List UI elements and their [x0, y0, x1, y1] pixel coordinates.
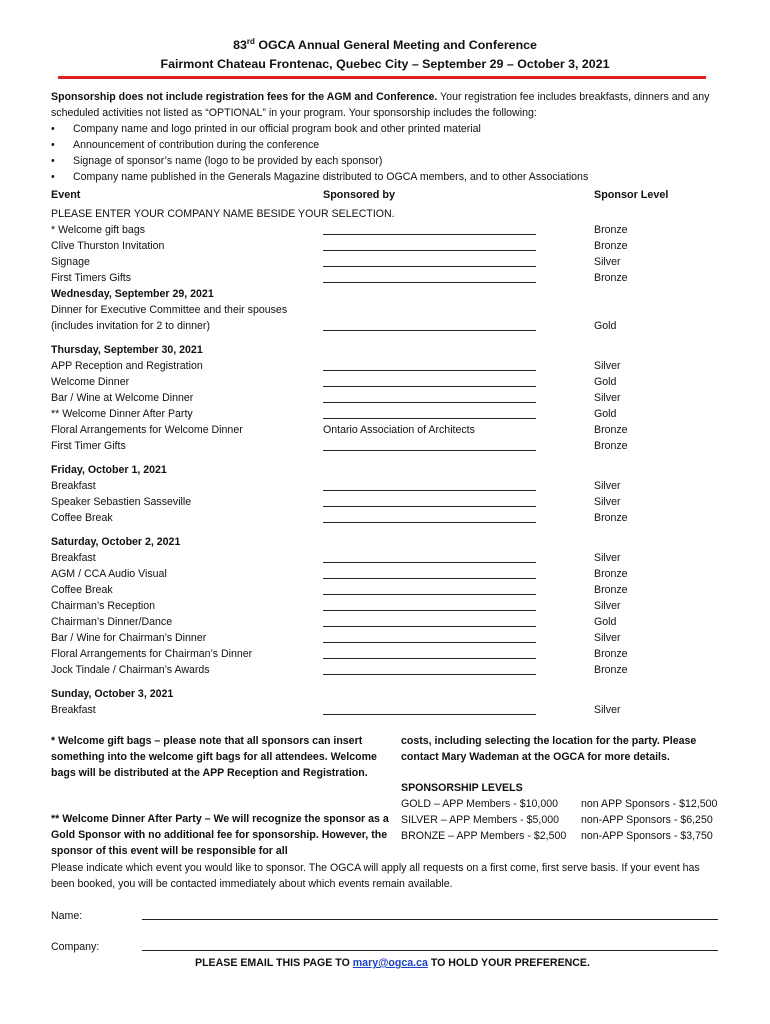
sponsor-blank-field[interactable] — [323, 418, 536, 419]
document-title: 83rd OGCA Annual General Meeting and Conference — [233, 37, 537, 53]
sponsor-level: Silver — [594, 256, 621, 268]
event-name: Dinner for Executive Committee and their spouses — [51, 304, 288, 316]
event-name: Coffee Break — [51, 584, 113, 596]
event-name: * Welcome gift bags — [51, 224, 146, 236]
event-name: Chairman’s Reception — [51, 600, 156, 612]
event-name: (includes invitation for 2 to dinner) — [51, 320, 210, 332]
sponsor-blank-field[interactable] — [323, 658, 536, 659]
sponsor-blank-field[interactable] — [323, 250, 536, 251]
sponsor-blank-field[interactable] — [323, 626, 536, 627]
table-row — [51, 494, 751, 510]
event-name: Chairman’s Dinner/Dance — [51, 616, 173, 628]
event-name: First Timer Gifts — [51, 440, 126, 452]
sponsor-blank-field[interactable] — [323, 714, 536, 715]
sponsor-blank-field[interactable] — [323, 370, 536, 371]
gift-bags-note: * Welcome gift bags – please note that all sponsors can insert something into the welcome gift bags for all attendees. Welcome bags will be distributed at the APP Reception and Registration. — [51, 735, 377, 779]
event-name: Clive Thurston Invitation — [51, 240, 165, 252]
sponsor-level: Silver — [594, 480, 621, 492]
day-heading — [51, 286, 751, 302]
day-heading — [51, 534, 751, 550]
sponsor-blank-field[interactable] — [323, 562, 536, 563]
bullet-icon: • — [51, 139, 55, 151]
day-label: Wednesday, September 29, 2021 — [51, 288, 214, 300]
sponsor-level: Bronze — [594, 240, 628, 252]
event-name: Signage — [51, 256, 90, 268]
sponsor-blank-field[interactable] — [323, 490, 536, 491]
sponsor-level: Silver — [594, 496, 621, 508]
table-row — [51, 646, 751, 662]
after-party-note: ** Welcome Dinner After Party – We will recognize the sponsor as a Gold Sponsor with no additional fee for sponsorship. However, the sponsor of this event will be responsible for all — [51, 813, 389, 857]
day-label: Friday, October 1, 2021 — [51, 464, 167, 476]
bullet-icon: • — [51, 123, 55, 135]
sponsor-level: Bronze — [594, 272, 628, 284]
table-row — [51, 614, 751, 630]
table-row — [51, 550, 751, 566]
bullet-icon: • — [51, 155, 55, 167]
sponsor-level: Bronze — [594, 440, 628, 452]
sponsor-level: Silver — [594, 632, 621, 644]
company-label: Company: — [51, 941, 100, 953]
column-header-level: Sponsor Level — [594, 189, 669, 201]
day-label: Thursday, September 30, 2021 — [51, 344, 203, 356]
sponsor-level: Bronze — [594, 512, 628, 524]
bullet-item: • Signage of sponsor’s name (logo to be provided by each sponsor) — [51, 155, 383, 167]
sponsor-level: Gold — [594, 408, 617, 420]
sponsor-level: Bronze — [594, 664, 628, 676]
table-instruction: PLEASE ENTER YOUR COMPANY NAME BESIDE YOUR SELECTION. — [51, 208, 395, 220]
event-name: Coffee Break — [51, 512, 113, 524]
table-row — [51, 438, 751, 454]
sponsor-blank-field[interactable] — [323, 506, 536, 507]
table-row — [51, 374, 751, 390]
sponsor-level: Gold — [594, 320, 617, 332]
name-field[interactable] — [142, 919, 718, 920]
sponsor-level: Bronze — [594, 568, 628, 580]
bullet-item: • Company name and logo printed in our official program book and other printed material — [51, 123, 481, 135]
after-party-note-continued: costs, including selecting the location for the party. Please contact Mary Wademan at the OGCA for more details. — [401, 735, 697, 763]
document-subtitle: Fairmont Chateau Frontenac, Quebec City – September 29 – October 3, 2021 — [160, 57, 610, 71]
table-row — [51, 510, 751, 526]
event-name: Breakfast — [51, 480, 96, 492]
request-paragraph: Please indicate which event you would like to sponsor. The OGCA will apply all requests on a first come, first serve basis. If your event has been booked, you will be contacted immediately about which events remain available. — [51, 862, 700, 890]
table-row — [51, 222, 751, 238]
sponsor-level: Silver — [594, 600, 621, 612]
table-row — [51, 702, 751, 718]
table-row — [51, 390, 751, 406]
table-row — [51, 270, 751, 286]
column-header-event: Event — [51, 189, 81, 201]
red-divider — [58, 76, 706, 79]
sponsor-blank-field[interactable] — [323, 522, 536, 523]
table-row — [51, 422, 751, 438]
bullet-item: • Company name published in the Generals Magazine distributed to OGCA members, and to other Associations — [51, 171, 589, 183]
email-link[interactable]: mary@ogca.ca — [352, 957, 428, 969]
day-heading — [51, 686, 751, 702]
sponsor-level: Silver — [594, 392, 621, 404]
event-name: APP Reception and Registration — [51, 360, 203, 372]
level-silver-app: SILVER – APP Members - $5,000 — [401, 814, 560, 826]
event-name: Floral Arrangements for Chairman’s Dinner — [51, 648, 253, 660]
table-row — [51, 582, 751, 598]
event-name: ** Welcome Dinner After Party — [51, 408, 193, 420]
level-bronze-non-app: non-APP Sponsors - $3,750 — [581, 830, 713, 842]
table-row — [51, 238, 751, 254]
sponsor-level: Bronze — [594, 584, 628, 596]
event-name: Speaker Sebastien Sasseville — [51, 496, 192, 508]
event-name: First Timers Gifts — [51, 272, 132, 284]
table-row — [51, 598, 751, 614]
sponsor-blank-field[interactable] — [323, 330, 536, 331]
event-name: Floral Arrangements for Welcome Dinner — [51, 424, 243, 436]
sponsor-level: Silver — [594, 360, 621, 372]
sponsor-blank-field[interactable] — [323, 642, 536, 643]
event-name: Bar / Wine at Welcome Dinner — [51, 392, 194, 404]
day-label: Sunday, October 3, 2021 — [51, 688, 174, 700]
event-name: AGM / CCA Audio Visual — [51, 568, 167, 580]
day-label: Saturday, October 2, 2021 — [51, 536, 181, 548]
event-name: Bar / Wine for Chairman’s Dinner — [51, 632, 207, 644]
sponsor-level: Bronze — [594, 424, 628, 436]
table-row — [51, 318, 751, 334]
table-row — [51, 302, 751, 318]
sponsor-level: Bronze — [594, 648, 628, 660]
table-row — [51, 358, 751, 374]
day-heading — [51, 462, 751, 478]
sponsor-blank-field[interactable] — [323, 282, 536, 283]
table-row — [51, 478, 751, 494]
bullet-icon: • — [51, 171, 55, 183]
sponsor-level: Gold — [594, 616, 617, 628]
email-instruction: PLEASE EMAIL THIS PAGE TO mary@ogca.ca TO HOLD YOUR PREFERENCE. — [195, 957, 590, 969]
sponsor-level: Silver — [594, 552, 621, 564]
sponsor-blank-field[interactable] — [323, 594, 536, 595]
levels-heading: SPONSORSHIP LEVELS — [401, 782, 523, 794]
event-name: Breakfast — [51, 704, 96, 716]
sponsor-blank-field[interactable] — [323, 674, 536, 675]
sponsor-blank-field[interactable] — [323, 610, 536, 611]
sponsor-blank-field[interactable] — [323, 578, 536, 579]
name-label: Name: — [51, 910, 83, 922]
table-row — [51, 662, 751, 678]
level-gold-non-app: non APP Sponsors - $12,500 — [581, 798, 718, 810]
level-bronze-app: BRONZE – APP Members - $2,500 — [401, 830, 567, 842]
sponsor-level: Gold — [594, 376, 617, 388]
sponsor-blank-field[interactable] — [323, 266, 536, 267]
sponsor-name[interactable]: Ontario Association of Architects — [323, 424, 475, 436]
level-gold-app: GOLD – APP Members - $10,000 — [401, 798, 559, 810]
sponsor-blank-field[interactable] — [323, 386, 536, 387]
column-header-sponsor: Sponsored by — [323, 189, 395, 201]
sponsor-blank-field[interactable] — [323, 450, 536, 451]
level-silver-non-app: non-APP Sponsors - $6,250 — [581, 814, 713, 826]
sponsor-level: Bronze — [594, 224, 628, 236]
event-name: Breakfast — [51, 552, 96, 564]
intro-paragraph: Sponsorship does not include registration fees for the AGM and Conference. Your registration fee includes breakfasts, dinners and any scheduled activities not listed as “OPTIONAL” in your program. Your sponsorship includes the following: — [51, 91, 710, 119]
event-name: Jock Tindale / Chairman’s Awards — [51, 664, 210, 676]
day-heading — [51, 342, 751, 358]
table-row — [51, 566, 751, 582]
sponsor-blank-field[interactable] — [323, 402, 536, 403]
table-row — [51, 630, 751, 646]
sponsor-level: Silver — [594, 704, 621, 716]
company-field[interactable] — [142, 950, 718, 951]
event-name: Welcome Dinner — [51, 376, 130, 388]
table-row — [51, 406, 751, 422]
bullet-item: • Announcement of contribution during the conference — [51, 139, 320, 151]
table-row — [51, 254, 751, 270]
sponsor-blank-field[interactable] — [323, 234, 536, 235]
